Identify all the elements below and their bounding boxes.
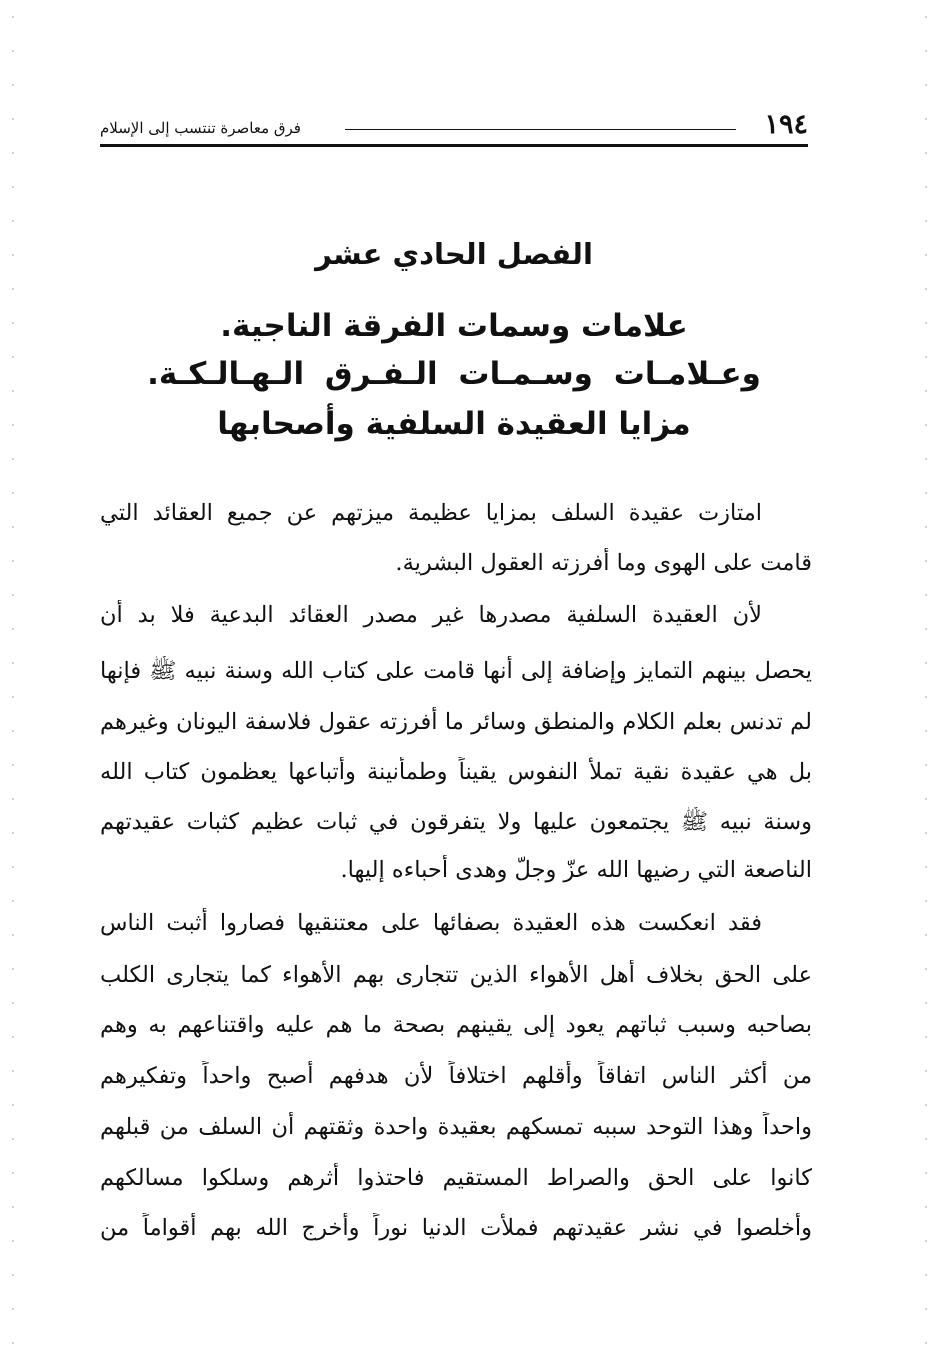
header-dash-line [345,129,736,130]
body-line: وسنة نبيه ﷺ يجتمعون عليها ولا يتفرقون في ثبات عظيم كثبات عقيدتهم [100,809,812,835]
running-title: فرق معاصرة تنتسب إلى الإسلام [100,119,301,137]
chapter-title: الفصل الحادي عشر [315,237,593,271]
body-line: امتازت عقيدة السلف بمزايا عظيمة ميزتهم عن جميع العقائد التي [100,500,762,526]
body-line: بل هي عقيدة نقية تملأ النفوس يقيناً وطمأنينة وأتباعها يعظمون كتاب الله [100,759,812,785]
scan-edge-right [925,0,927,1360]
body-line: وأخلصوا في نشر عقيدتهم فملأت الدنيا نوراً وأخرج الله بهم أقواماً من [100,1215,812,1241]
body-line: كانوا على الحق والصراط المستقيم فاحتذوا أثرهم وسلكوا مسالكهم [100,1165,812,1191]
heading-line: علامات وسمات الفرقة الناجية. [220,308,688,344]
body-line: بصاحبه وسبب ثباتهم يعود إلى يقينهم بصحة ما هم عليه واقتناعهم به وهم [100,1012,812,1038]
page-number: ١٩٤ [764,109,808,140]
scan-edge-left [12,0,14,1360]
heading-line: وعـلامـات وسـمـات الـفـرق الـهـالـكـة. [147,356,761,392]
body-line: من أكثر الناس اتفاقاً وأقلهم اختلافاً لأن هدفهم أصبح واحداً وتفكيرهم [100,1063,812,1089]
body-line: لم تدنس بعلم الكلام والمنطق وسائر ما أفرزته عقول فلاسفة اليونان وغيرهم [100,709,812,735]
body-line: واحداً وهذا التوحد سببه تمسكهم بعقيدة واحدة وثقتهم أن السلف من قبلهم [100,1114,812,1140]
header-rule [100,144,808,147]
running-header [100,108,808,148]
body-line: فقد انعكست هذه العقيدة بصفائها على معتنقيها فصاروا أثبت الناس [100,910,762,936]
body-line: قامت على الهوى وما أفرزته العقول البشرية. [395,550,812,576]
heading-line: مزايا العقيدة السلفية وأصحابها [217,406,691,442]
body-line: لأن العقيدة السلفية مصدرها غير مصدر العقائد البدعية فلا بد أن [100,602,762,628]
body-line: يحصل بينهم التمايز وإضافة إلى أنها قامت على كتاب الله وسنة نبيه ﷺ فإنها [100,658,812,684]
body-line: على الحق بخلاف أهل الأهواء الذين تتجارى بهم الأهواء كما يتجارى الكلب [100,962,812,988]
body-line: الناصعة التي رضيها الله عزّ وجلّ وهدى أحباءه إليها. [340,857,812,883]
